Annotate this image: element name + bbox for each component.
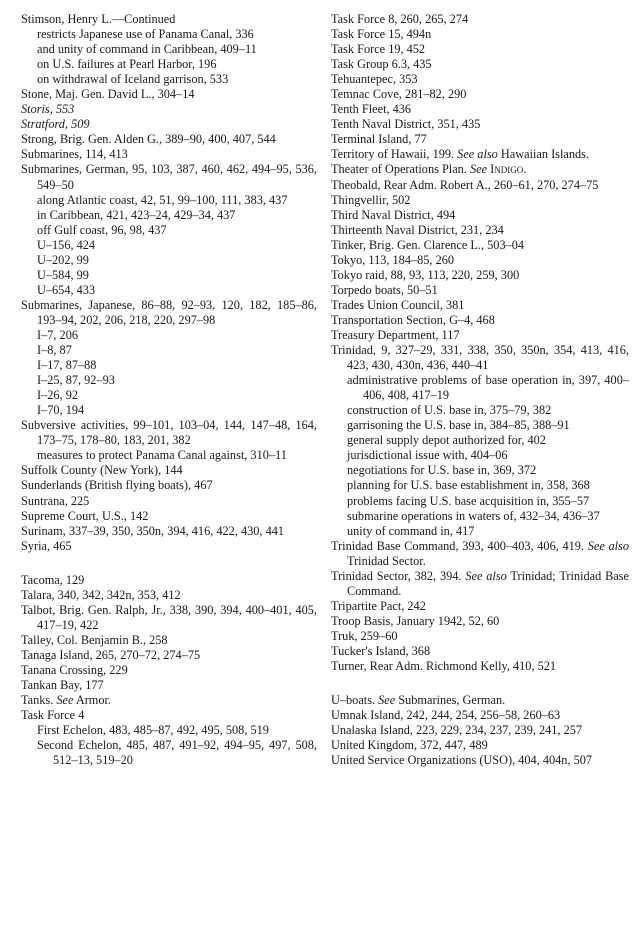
index-entry: Task Force 15, 494n bbox=[331, 27, 432, 42]
index-entry: Tanana Crossing, 229 bbox=[21, 662, 128, 677]
index-subentry: U–202, 99 bbox=[37, 252, 89, 267]
index-entry: United Kingdom, 372, 447, 489 bbox=[331, 738, 488, 753]
index-entry: Torpedo boats, 50–51 bbox=[331, 282, 438, 297]
index-entry: Truk, 259–60 bbox=[331, 628, 398, 643]
index-entry: Unalaska Island, 223, 229, 234, 237, 239, 241, 257 bbox=[331, 723, 583, 738]
index-column-left bbox=[21, 12, 317, 768]
index-entry: Tenth Naval District, 351, 435 bbox=[331, 117, 481, 132]
index-entry: Talbot, Brig. Gen. Ralph, Jr., 338, 390, 394, 400–401, 405, 417–19, 422 bbox=[21, 602, 317, 632]
index-entry: Tanaga Island, 265, 270–72, 274–75 bbox=[21, 647, 201, 662]
index-entry: Syria, 465 bbox=[21, 538, 72, 553]
index-entry: Trinidad, 9, 327–29, 331, 338, 350, 350n, 354, 413, 416, 423, 430, 430n, 436, 440–41 bbox=[331, 343, 629, 373]
index-subentry: U–156, 424 bbox=[37, 237, 96, 252]
index-entry: Treasury Department, 117 bbox=[331, 327, 460, 342]
index-entry: Trinidad Sector, 382, 394. See also Trinidad; Trinidad Base Command. bbox=[331, 568, 630, 598]
index-entry: Surinam, 337–39, 350, 350n, 394, 416, 422, 430, 441 bbox=[21, 523, 285, 538]
index-entry: U–boats. See Submarines, German. bbox=[331, 693, 506, 708]
index-entry: Temnac Cove, 281–82, 290 bbox=[331, 87, 467, 102]
index-entry: Trinidad Base Command, 393, 400–403, 406, 419. See also Trinidad Sector. bbox=[331, 538, 629, 568]
index-entry: Strong, Brig. Gen. Alden G., 389–90, 400, 407, 544 bbox=[21, 132, 276, 147]
index-entry: Submarines, German, 95, 103, 387, 460, 462, 494–95, 536, 549–50 bbox=[21, 162, 317, 192]
index-subentry: I–17, 87–88 bbox=[37, 358, 97, 373]
index-entry: Tacoma, 129 bbox=[21, 572, 85, 587]
index-entry: Talara, 340, 342, 342n, 353, 412 bbox=[21, 587, 181, 602]
index-entry: Tenth Fleet, 436 bbox=[331, 102, 412, 117]
index-entry: Umnak Island, 242, 244, 254, 256–58, 260–63 bbox=[331, 708, 561, 723]
index-entry: Supreme Court, U.S., 142 bbox=[21, 508, 149, 523]
index-subentry: U–584, 99 bbox=[37, 267, 89, 282]
index-entry: Talley, Col. Benjamin B., 258 bbox=[21, 632, 168, 647]
index-entry: Suntrana, 225 bbox=[21, 493, 90, 508]
index-subentry: along Atlantic coast, 42, 51, 99–100, 111, 383, 437 bbox=[37, 192, 288, 207]
index-entry: Storis, 553 bbox=[21, 102, 75, 117]
index-entry: Tokyo raid, 88, 93, 113, 220, 259, 300 bbox=[331, 267, 520, 282]
index-subentry: First Echelon, 483, 485–87, 492, 495, 508, 519 bbox=[37, 723, 269, 738]
index-entry: Tokyo, 113, 184–85, 260 bbox=[331, 252, 455, 267]
index-column-right bbox=[331, 12, 629, 768]
letter-section-gap bbox=[331, 674, 629, 693]
index-entry: Suffolk County (New York), 144 bbox=[21, 463, 183, 478]
index-subentry: I–26, 92 bbox=[37, 388, 78, 403]
index-entry: Tehuantepec, 353 bbox=[331, 72, 418, 87]
index-subentry: I–25, 87, 92–93 bbox=[37, 373, 115, 388]
index-subentry: I–8, 87 bbox=[37, 343, 72, 358]
index-entry: Submarines, Japanese, 86–88, 92–93, 120, 182, 185–86, 193–94, 202, 206, 218, 220, 297–98 bbox=[21, 297, 317, 327]
index-subentry: Second Echelon, 485, 487, 491–92, 494–95, 497, 508, 512–13, 519–20 bbox=[37, 738, 317, 768]
index-subentry: jurisdictional issue with, 404–06 bbox=[347, 448, 508, 463]
index-entry: Trades Union Council, 381 bbox=[331, 297, 465, 312]
index-entry: Terminal Island, 77 bbox=[331, 132, 427, 147]
index-subentry: planning for U.S. base establishment in, 358, 368 bbox=[347, 478, 590, 493]
index-subentry: on U.S. failures at Pearl Harbor, 196 bbox=[37, 57, 217, 72]
index-subentry: I–7, 206 bbox=[37, 327, 78, 342]
index-subentry: measures to protect Panama Canal against, 310–11 bbox=[37, 448, 287, 463]
index-subentry: construction of U.S. base in, 375–79, 382 bbox=[347, 403, 552, 418]
index-entry: United Service Organizations (USO), 404, 404n, 507 bbox=[331, 753, 593, 768]
index-entry: Tucker's Island, 368 bbox=[331, 643, 431, 658]
index-entry: Tinker, Brig. Gen. Clarence L., 503–04 bbox=[331, 237, 525, 252]
index-entry: Stratford, 509 bbox=[21, 117, 90, 132]
index-subentry: unity of command in, 417 bbox=[347, 523, 475, 538]
index-entry: Sunderlands (British flying boats), 467 bbox=[21, 478, 213, 493]
index-entry: Stone, Maj. Gen. David L., 304–14 bbox=[21, 87, 195, 102]
index-entry: Subversive activities, 99–101, 103–04, 144, 147–48, 164, 173–75, 178–80, 183, 201, 382 bbox=[21, 418, 317, 448]
letter-section-gap bbox=[21, 554, 317, 573]
index-entry: Tripartite Pact, 242 bbox=[331, 598, 426, 613]
index-entry: Task Force 4 bbox=[21, 708, 85, 723]
index-subentry: problems facing U.S. base acquisition in, 355–57 bbox=[347, 493, 590, 508]
index-entry: Transportation Section, G–4, 468 bbox=[331, 312, 495, 327]
index-entry: Task Force 8, 260, 265, 274 bbox=[331, 12, 469, 26]
index-subentry: I–70, 194 bbox=[37, 403, 85, 418]
index-subentry: general supply depot authorized for, 402 bbox=[347, 433, 546, 448]
index-entry: Thingvellir, 502 bbox=[331, 192, 411, 207]
index-entry: Stimson, Henry L.—Continued bbox=[21, 12, 176, 26]
index-subentry: submarine operations in waters of, 432–34, 436–37 bbox=[347, 508, 600, 523]
index-subentry: on withdrawal of Iceland garrison, 533 bbox=[37, 72, 229, 87]
index-subentry: and unity of command in Caribbean, 409–11 bbox=[37, 42, 257, 57]
index-subentry: garrisoning the U.S. base in, 384–85, 388–91 bbox=[347, 418, 570, 433]
index-entry: Theobald, Rear Adm. Robert A., 260–61, 270, 274–75 bbox=[331, 177, 599, 192]
index-entry: Turner, Rear Adm. Richmond Kelly, 410, 521 bbox=[331, 659, 557, 674]
index-entry: Thirteenth Naval District, 231, 234 bbox=[331, 222, 504, 237]
index-entry: Tanks. See Armor. bbox=[21, 693, 111, 708]
index-entry: Task Force 19, 452 bbox=[331, 42, 426, 57]
index-subentry: administrative problems of base operation in, 397, 400–406, 408, 417–19 bbox=[347, 373, 629, 403]
index-entry: Theater of Operations Plan. See Indigo. bbox=[331, 162, 527, 177]
index-subentry: U–654, 433 bbox=[37, 282, 96, 297]
index-subentry: in Caribbean, 421, 423–24, 429–34, 437 bbox=[37, 207, 236, 222]
index-subentry: negotiations for U.S. base in, 369, 372 bbox=[347, 463, 537, 478]
index-entry: Third Naval District, 494 bbox=[331, 207, 456, 222]
index-subentry: off Gulf coast, 96, 98, 437 bbox=[37, 222, 167, 237]
index-entry: Tankan Bay, 177 bbox=[21, 678, 104, 693]
index-entry: Submarines, 114, 413 bbox=[21, 147, 128, 162]
index-subentry: restricts Japanese use of Panama Canal, 336 bbox=[37, 27, 254, 42]
index-entry: Task Group 6.3, 435 bbox=[331, 57, 432, 72]
index-entry: Troop Basis, January 1942, 52, 60 bbox=[331, 613, 500, 628]
index-entry: Territory of Hawaii, 199. See also Hawaiian Islands. bbox=[331, 147, 589, 162]
